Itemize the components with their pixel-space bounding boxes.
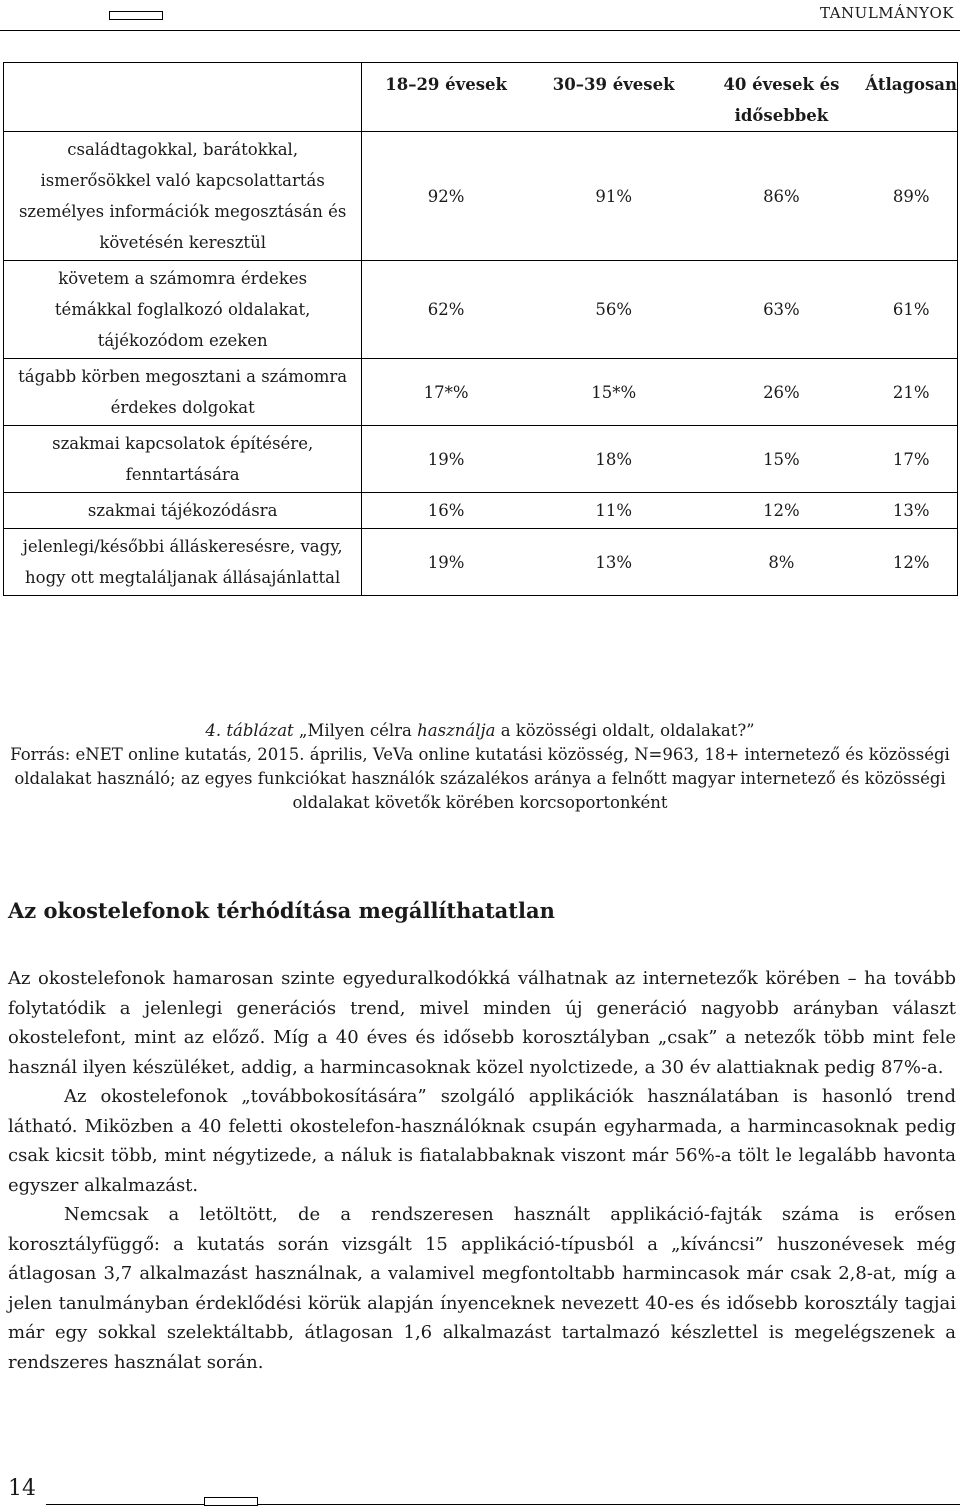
caption-label: 4. táblázat (205, 721, 294, 740)
row-label: családtagokkal, barátokkal, ismerősökkel való kapcsolattartás személyes információk megosztásán és követésén keresztül (4, 132, 362, 261)
caption-question-start: „Milyen célra (298, 721, 418, 740)
table-cell: 19% (362, 426, 530, 493)
column-header: 18–29 évesek (362, 63, 530, 132)
table-cell: 56% (530, 261, 698, 359)
data-table (3, 62, 958, 596)
row-label: szakmai kapcsolatok építésére, fenntartására (4, 426, 362, 493)
row-label: szakmai tájékozódásra (4, 493, 362, 529)
table-caption (0, 719, 960, 815)
column-header: 30–39 évesek (530, 63, 698, 132)
header-box-mark (109, 11, 163, 20)
table-cell: 11% (530, 493, 698, 529)
table-cell: 16% (362, 493, 530, 529)
page-number: 14 (8, 1476, 36, 1501)
table-cell: 17*% (362, 359, 530, 426)
table-cell: 12% (697, 493, 865, 529)
table-cell: 91% (530, 132, 698, 261)
table-cell: 63% (697, 261, 865, 359)
table-cell: 86% (697, 132, 865, 261)
column-header: Átlagosan (865, 63, 957, 132)
caption-question-end: a közösségi oldalt, oldalakat?” (495, 721, 755, 740)
paragraph: Nemcsak a letöltött, de a rendszeresen használt applikáció-fajták száma is erősen korosztályfüggő: a kutatás során vizsgált 15 applikáció-típusból a „kíváncsi” huszonévesek még átlagosan 3,7 alkalmazást használnak, a valamivel megfontoltabb harmincasok már csak 2,8-at, míg a jelen tanulmányban érdeklődési körük alapján ínyenceknek nevezett 40-es és idősebb korosztály tagjai már egy sokkal szelektáltabb, átlagosan 1,6 alkalmazást tartalmazó készlettel is megelégszenek a rendszeres használat során. (8, 1204, 956, 1373)
table-cell: 62% (362, 261, 530, 359)
running-header: TANULMÁNYOK (820, 4, 954, 22)
caption-source: Forrás: eNET online kutatás, 2015. április, VeVa online kutatási közösség, N=963, 18+ internetező és közösségi oldalakat használó; az egyes funkciókat használók százalékos aránya a felnőtt magyar internetező és közösségi oldalakat követők körében korcsoportonként (10, 745, 950, 812)
footer-rule (46, 1504, 960, 1505)
table-cell: 12% (865, 529, 957, 596)
table-cell: 89% (865, 132, 957, 261)
paragraph: Az okostelefonok „továbbokosítására” szolgáló applikációk használatában is hasonló trend látható. Miközben a 40 feletti okostelefon-használóknak csupán egyharmada, a harmincasoknak pedig csak kicsit több, mint négytizede, a náluk is fiatalabbaknak viszont már 56%-a tölt le legalább havonta egyszer alkalmazást. (8, 1086, 956, 1196)
table-cell: 15% (697, 426, 865, 493)
table-cell: 17% (865, 426, 957, 493)
column-header (697, 63, 865, 132)
caption-title-line (0, 719, 960, 743)
footer-box-mark (204, 1497, 258, 1506)
table-row (4, 426, 958, 493)
table-cell: 19% (362, 529, 530, 596)
row-label: követem a számomra érdekes témákkal foglalkozó oldalakat, tájékozódom ezeken (4, 261, 362, 359)
table-row (4, 261, 958, 359)
table-cell: 61% (865, 261, 957, 359)
table-header-row (4, 63, 958, 132)
table-row (4, 132, 958, 261)
caption-question-emphasis: használja (417, 721, 496, 740)
table-cell: 13% (865, 493, 957, 529)
row-label: tágabb körben megosztani a számomra érdekes dolgokat (4, 359, 362, 426)
table-cell: 8% (697, 529, 865, 596)
table-cell: 92% (362, 132, 530, 261)
table-row (4, 529, 958, 596)
header-rule (0, 30, 960, 31)
table-row (4, 359, 958, 426)
table-cell: 18% (530, 426, 698, 493)
column-header-text: 40 évesek és idősebbek (723, 75, 840, 125)
row-label: jelenlegi/későbbi álláskeresésre, vagy, hogy ott megtaláljanak állásajánlattal (4, 529, 362, 596)
table-cell: 15*% (530, 359, 698, 426)
table-cell: 13% (530, 529, 698, 596)
body-text (8, 964, 956, 1377)
table-cell: 26% (697, 359, 865, 426)
table-cell: 21% (865, 359, 957, 426)
table-corner-cell (4, 63, 362, 132)
paragraph: Az okostelefonok hamarosan szinte egyeduralkodókká válhatnak az internetezők körében – ha tovább folytatódik a jelenlegi generációs trend, mivel minden új generáció nagyobb arányban választ okostelefont, mint az előző. Míg a 40 éves és idősebb korosztályban „csak” a netezők több mint fele használ ilyen készüléket, addig, a harmincasoknak közel nyolctizede, a 30 év alattiaknak pedig 87%-a. (8, 968, 956, 1078)
table-row (4, 493, 958, 529)
section-title: Az okostelefonok térhódítása megállíthatatlan (8, 898, 555, 923)
